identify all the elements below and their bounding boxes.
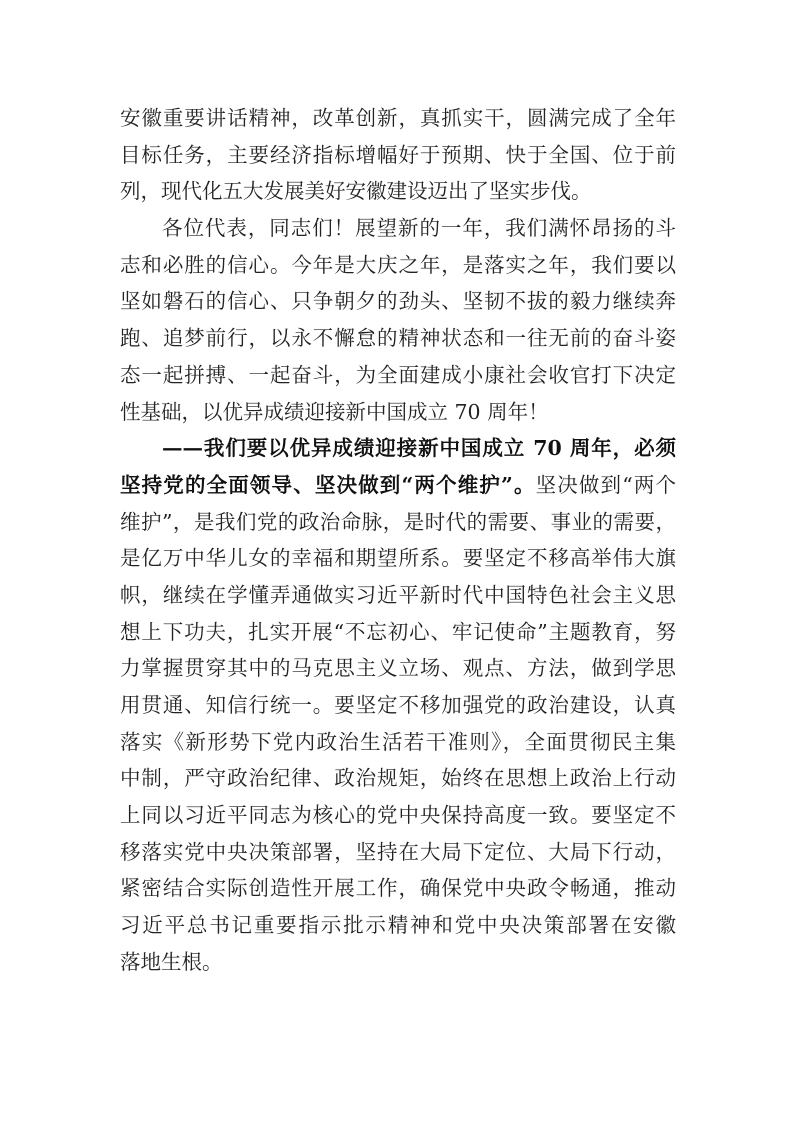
text-line: 目标任务，主要经济指标增幅好于预期、快于全国、位于前 xyxy=(120,142,676,167)
text-line: 落实《新形势下党内政治生活若干准则》，全面贯彻民主集 xyxy=(120,729,676,754)
text-line: 紧密结合实际创造性开展工作，确保党中央政令畅通，推动 xyxy=(120,876,676,901)
text-line: 跑、追梦前行，以永不懈怠的精神状态和一往无前的奋斗姿 xyxy=(120,326,676,351)
text-line: 上同以习近平同志为核心的党中央保持高度一致。要坚定不 xyxy=(120,803,676,828)
text-line: 性基础，以优异成绩迎接新中国成立 70 周年！ xyxy=(120,399,549,424)
text-line: 用贯通、知信行统一。要坚定不移加强党的政治建设，认真 xyxy=(120,693,676,717)
paragraph-2 xyxy=(120,210,676,430)
text-line: 帜，继续在学懂弄通做实习近平新时代中国特色社会主义思 xyxy=(120,582,676,607)
bold-heading-text: 坚持党的全面领导、坚决做到“两个维护”。 xyxy=(120,472,536,497)
text-line: 各位代表，同志们！展望新的一年，我们满怀昂扬的斗 xyxy=(162,216,676,241)
text-line: 落地生根。 xyxy=(120,949,223,974)
text-line: 志和必胜的信心。今年是大庆之年，是落实之年，我们要以 xyxy=(120,252,676,277)
text-line: 想上下功夫，扎实开展“不忘初心、牢记使命”主题教育，努 xyxy=(120,619,676,644)
paragraph-3 xyxy=(120,430,676,980)
text-line: 维护”，是我们党的政治命脉，是时代的需要、事业的需要， xyxy=(120,509,676,534)
text-line: 是亿万中华儿女的幸福和期望所系。要坚定不移高举伟大旗 xyxy=(120,546,676,571)
bold-heading-line: ——我们要以优异成绩迎接新中国成立 70 周年，必须 xyxy=(162,436,676,461)
body-text: 坚决做到“两个 xyxy=(535,472,676,497)
text-line: 移落实党中央决策部署，坚持在大局下定位、大局下行动， xyxy=(120,839,676,864)
text-line: 态一起拼搏、一起奋斗，为全面建成小康社会收官打下决定 xyxy=(120,362,676,387)
text-line: 安徽重要讲话精神，改革创新，真抓实干，圆满完成了全年 xyxy=(120,106,676,130)
text-line: 坚如磐石的信心、只争朝夕的劲头、坚韧不拔的毅力继续奔 xyxy=(120,289,676,314)
text-line: 力掌握贯穿其中的马克思主义立场、观点、方法，做到学思 xyxy=(120,656,676,681)
paragraph-1 xyxy=(120,100,676,210)
text-line: 列，现代化五大发展美好安徽建设迈出了坚实步伐。 xyxy=(120,179,592,204)
text-line: 中制，严守政治纪律、政治规矩，始终在思想上政治上行动 xyxy=(120,766,676,791)
text-line: 习近平总书记重要指示批示精神和党中央决策部署在安徽 xyxy=(120,913,676,938)
document-page xyxy=(120,100,676,981)
mixed-line xyxy=(120,467,676,504)
